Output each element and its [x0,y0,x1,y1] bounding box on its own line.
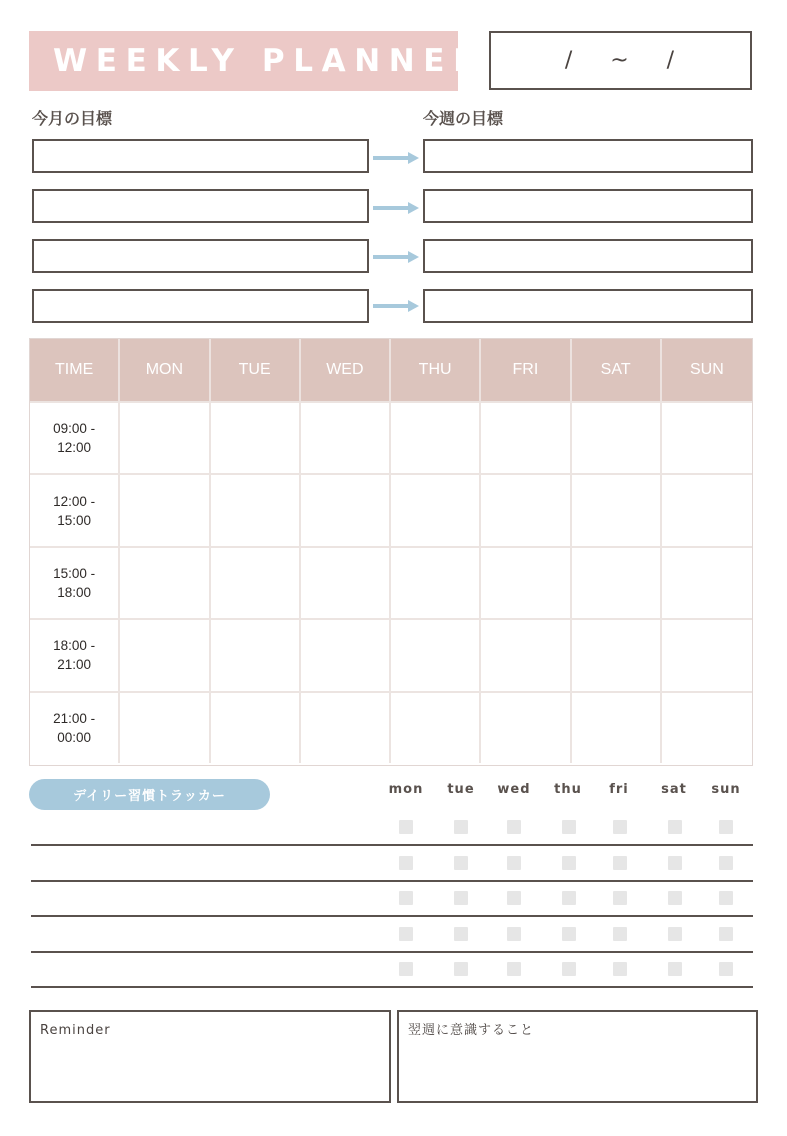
weekly-goal-label: 今週の目標 [423,109,504,128]
habit-checkbox-wed[interactable] [507,856,521,870]
habit-checkbox-wed[interactable] [507,891,521,905]
monthly-goal-field[interactable] [32,239,369,273]
habit-checkbox-thu[interactable] [562,962,576,976]
habit-checkbox-tue[interactable] [454,856,468,870]
time-slot-start: 12:00 - [53,493,96,509]
table-row [30,473,752,545]
schedule-cell[interactable] [301,403,391,473]
date-range-field[interactable] [489,31,752,90]
habit-checkbox-wed[interactable] [507,927,521,941]
habit-checkbox-tue[interactable] [454,927,468,941]
habit-checkbox-thu[interactable] [562,856,576,870]
tracker-day-tue: tue [447,782,475,797]
habit-checkbox-mon[interactable] [399,856,413,870]
weekly-goal-field[interactable] [423,189,753,223]
habit-checkbox-thu[interactable] [562,820,576,834]
schedule-cell[interactable] [572,693,662,763]
time-slot [30,475,120,545]
habit-checkbox-sun[interactable] [719,856,733,870]
schedule-cell[interactable] [662,475,752,545]
habit-row-divider [31,844,753,846]
schedule-cell[interactable] [120,693,210,763]
weekly-goal-field[interactable] [423,289,753,323]
schedule-cell[interactable] [572,548,662,618]
weekly-schedule-table [29,338,753,766]
schedule-cell[interactable] [211,620,301,690]
column-header-wed: WED [301,339,391,401]
column-header-sun: SUN [689,361,724,378]
table-row [30,691,752,763]
title-banner [29,31,486,91]
time-slot-end: 12:00 [57,440,92,456]
schedule-cell[interactable] [391,475,481,545]
habit-checkbox-mon[interactable] [399,891,413,905]
date-range-text: / ~ / [564,48,677,73]
time-slot [30,548,120,618]
schedule-cell[interactable] [481,475,571,545]
schedule-cell[interactable] [120,620,210,690]
table-row [30,401,752,473]
weekly-goal-field[interactable] [423,239,753,273]
tracker-day-thu: thu [554,782,582,797]
habit-checkbox-tue[interactable] [454,891,468,905]
habit-row-divider [31,915,753,917]
time-slot-end: 18:00 [57,584,92,600]
habit-checkbox-fri[interactable] [613,927,627,941]
monthly-goal-field[interactable] [32,189,369,223]
arrow-right-icon [372,201,420,215]
schedule-cell[interactable] [662,548,752,618]
habit-checkbox-mon[interactable] [399,927,413,941]
habit-row-divider [31,951,753,953]
habit-checkbox-fri[interactable] [613,962,627,976]
habit-checkbox-sun[interactable] [719,962,733,976]
schedule-cell[interactable] [572,403,662,473]
tracker-day-fri: fri [609,782,629,797]
habit-checkbox-sat[interactable] [668,927,682,941]
schedule-cell[interactable] [211,403,301,473]
schedule-cell[interactable] [572,475,662,545]
habit-checkbox-mon[interactable] [399,962,413,976]
schedule-cell[interactable] [391,403,481,473]
schedule-cell[interactable] [481,620,571,690]
schedule-cell[interactable] [662,693,752,763]
column-header-sat: SAT [572,339,662,401]
habit-checkbox-wed[interactable] [507,820,521,834]
tracker-day-mon: mon [388,782,424,797]
schedule-cell[interactable] [301,548,391,618]
schedule-cell[interactable] [211,475,301,545]
habit-checkbox-sun[interactable] [719,820,733,834]
habit-checkbox-wed[interactable] [507,962,521,976]
time-slot-start: 18:00 - [53,638,96,654]
next-week-focus-label: 翌週に意識すること [408,1023,535,1038]
habit-checkbox-sun[interactable] [719,927,733,941]
schedule-cell[interactable] [481,403,571,473]
habit-tracker-title: デイリー習慣トラッカー [29,779,270,810]
column-header-tue: TUE [211,339,301,401]
time-slot [30,620,120,690]
schedule-cell[interactable] [120,403,210,473]
habit-checkbox-sat[interactable] [668,820,682,834]
habit-checkbox-sun[interactable] [719,891,733,905]
schedule-cell[interactable] [572,620,662,690]
time-slot [30,693,120,763]
arrow-right-icon [372,250,420,264]
habit-row-divider [31,986,753,988]
habit-row-divider [31,880,753,882]
time-slot-end: 00:00 [57,729,92,745]
reminder-box[interactable] [29,1010,391,1103]
habit-checkbox-tue[interactable] [454,962,468,976]
time-slot-start: 15:00 - [53,565,96,581]
monthly-goal-field[interactable] [32,289,369,323]
time-slot-end: 15:00 [57,512,92,528]
habit-checkbox-sat[interactable] [668,962,682,976]
arrow-right-icon [372,151,420,165]
schedule-cell[interactable] [211,548,301,618]
schedule-header-row [30,339,752,401]
table-row [30,546,752,618]
table-row [30,618,752,690]
schedule-cell[interactable] [391,548,481,618]
schedule-cell[interactable] [120,548,210,618]
column-header-fri: FRI [481,339,571,401]
tracker-day-wed: wed [497,782,531,797]
page-title: WEEKLY PLANNER [53,43,486,79]
next-week-focus-box[interactable] [397,1010,758,1103]
time-slot-start: 09:00 - [53,421,96,437]
weekly-goal-field[interactable] [423,139,753,173]
schedule-cell[interactable] [391,693,481,763]
tracker-day-sun: sun [711,782,741,797]
habit-checkbox-thu[interactable] [562,891,576,905]
schedule-cell[interactable] [481,548,571,618]
schedule-cell[interactable] [120,475,210,545]
habit-checkbox-mon[interactable] [399,820,413,834]
habit-checkbox-sat[interactable] [668,891,682,905]
habit-checkbox-fri[interactable] [613,891,627,905]
reminder-label: Reminder [40,1023,111,1038]
habit-checkbox-thu[interactable] [562,927,576,941]
arrow-right-icon [372,299,420,313]
time-slot [30,403,120,473]
habit-checkbox-sat[interactable] [668,856,682,870]
time-slot-end: 21:00 [57,657,92,673]
schedule-cell[interactable] [301,693,391,763]
column-header-time: TIME [30,339,120,401]
monthly-goal-field[interactable] [32,139,369,173]
schedule-cell[interactable] [301,620,391,690]
time-slot-start: 21:00 - [53,710,96,726]
habit-checkbox-fri[interactable] [613,856,627,870]
schedule-cell[interactable] [481,693,571,763]
monthly-goal-label: 今月の目標 [32,109,113,128]
schedule-cell[interactable] [391,620,481,690]
habit-checkbox-tue[interactable] [454,820,468,834]
schedule-cell[interactable] [662,403,752,473]
schedule-cell[interactable] [662,620,752,690]
schedule-cell[interactable] [301,475,391,545]
tracker-day-sat: sat [661,782,687,797]
column-header-thu: THU [391,339,481,401]
schedule-cell[interactable] [211,693,301,763]
habit-checkbox-fri[interactable] [613,820,627,834]
column-header-mon: MON [120,339,210,401]
